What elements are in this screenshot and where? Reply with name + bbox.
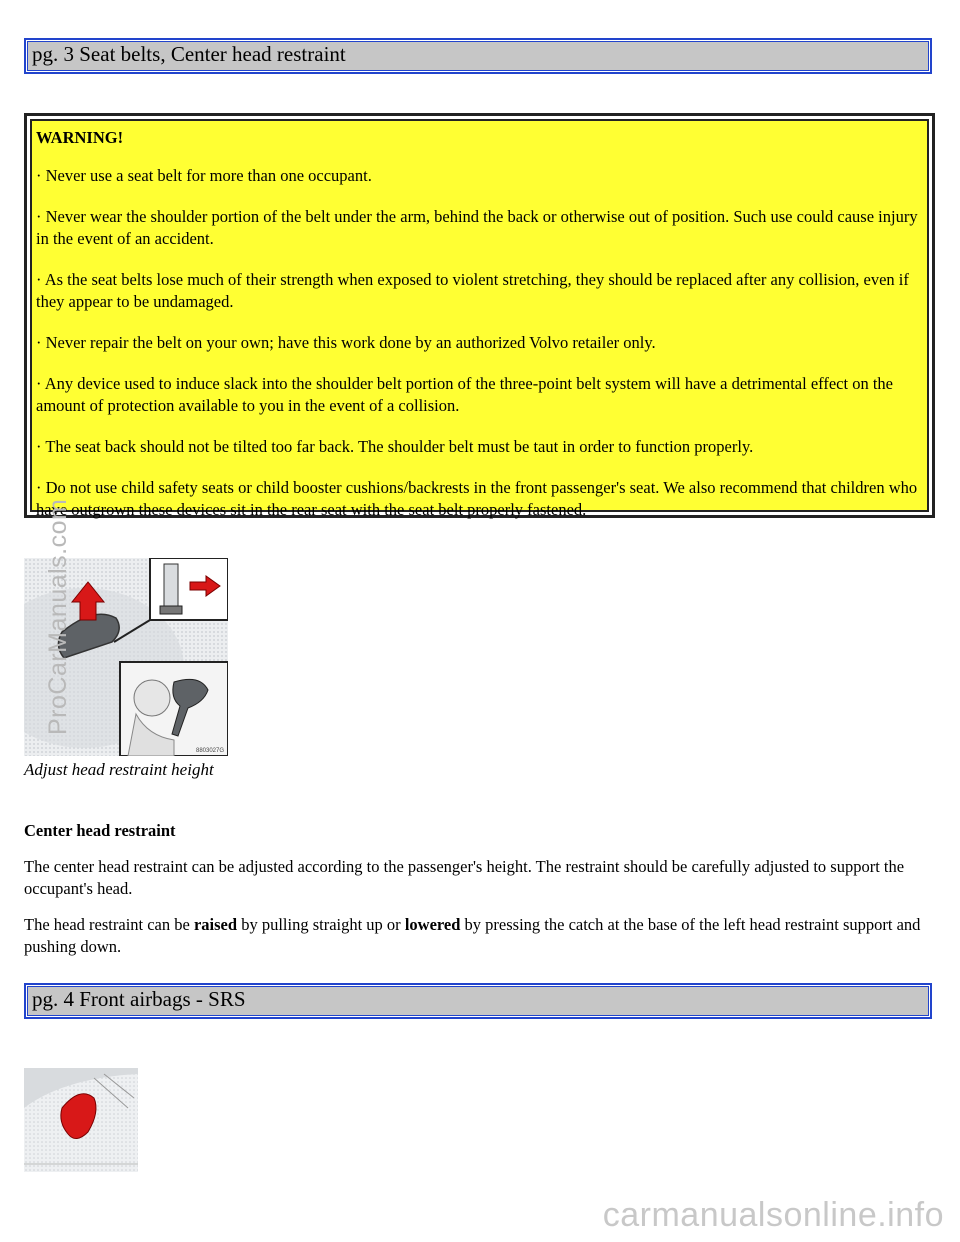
text-run: The head restraint can be: [24, 915, 194, 934]
airbag-drawing: [24, 1068, 138, 1172]
section-title: pg. 4 Front airbags - SRS: [32, 987, 246, 1011]
paragraph: [24, 914, 936, 958]
text-run: by pulling straight up or: [237, 915, 405, 934]
warning-item: · As the seat belts lose much of their strength when exposed to violent stretching, they should be replaced after any collision, even if they appear to be undamaged.: [36, 270, 909, 311]
side-watermark: ProCarManuals.com: [44, 498, 72, 735]
warning-item: · Never wear the shoulder portion of the belt under the arm, behind the back or otherwise out of position. Such use could cause injury in the event of an accident.: [36, 207, 918, 248]
airbag-illustration: [24, 1068, 138, 1172]
section-subheading: Center head restraint: [24, 821, 176, 840]
bold-term-lowered: lowered: [404, 915, 461, 934]
section-header-pg3: [24, 38, 932, 74]
center-head-restraint-section: [24, 820, 936, 972]
warning-content: [30, 119, 929, 519]
section-header-pg4: [24, 983, 932, 1019]
figure-caption: Adjust head restraint height: [24, 760, 214, 779]
text-run: by pressing the catch at the base of the left head restraint support and pushing down.: [24, 915, 921, 956]
section-title: pg. 3 Seat belts, Center head restraint: [32, 42, 346, 66]
warning-item: · The seat back should not be tilted too far back. The shoulder belt must be taut in order to function properly.: [36, 437, 754, 456]
warning-item: · Never use a seat belt for more than one occupant.: [36, 166, 372, 185]
figure-code: 8803027G: [196, 748, 225, 754]
bold-term-raised: raised: [193, 915, 238, 934]
warning-item: · Do not use child safety seats or child booster cushions/backrests in the front passenger's seat. We also recommend that children who have outgrown these devices sit in the rear seat with the seat belt properly fastened.: [36, 478, 918, 519]
warning-title: WARNING!: [36, 128, 124, 147]
warning-item: · Never repair the belt on your own; have this work done by an authorized Volvo retailer only.: [36, 333, 656, 352]
warning-box: [24, 113, 935, 518]
paragraph: The center head restraint can be adjusted according to the passenger's height. The restraint should be carefully adjusted to support the occupant's head.: [24, 857, 905, 898]
bottom-watermark: carmanualsonline.info: [602, 1196, 944, 1234]
warning-item: · Any device used to induce slack into the shoulder belt portion of the three-point belt system will have a detrimental effect on the amount of protection available to you in the event of a collision.: [36, 374, 893, 415]
